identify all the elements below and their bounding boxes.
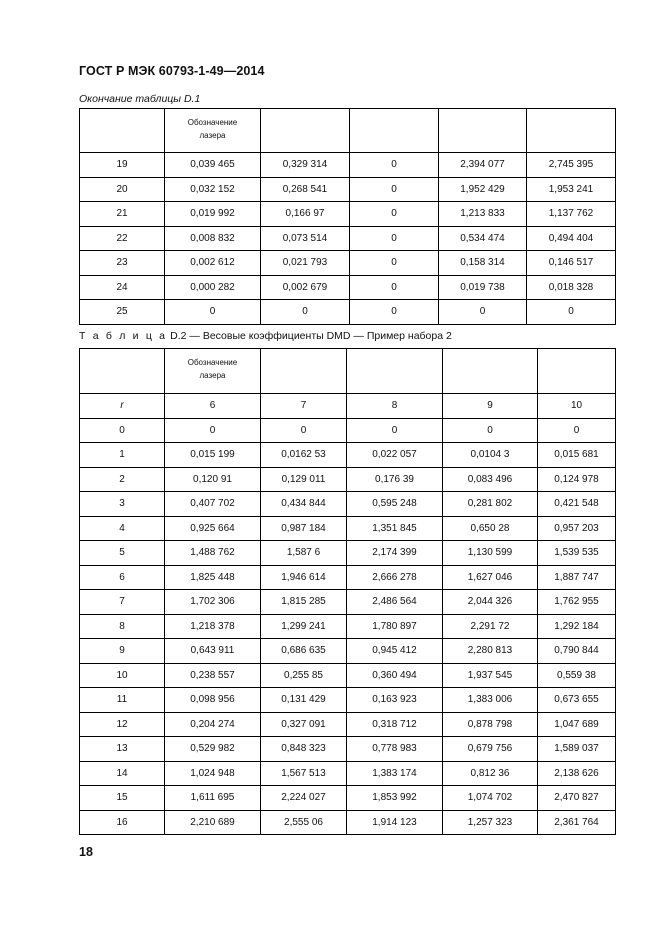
table-cell: 0 [443, 418, 538, 443]
table-cell: 0,268 541 [261, 177, 350, 202]
table-cell: 0,098 956 [165, 688, 261, 713]
table-cell: 0,039 465 [165, 153, 261, 178]
row-index-cell: 6 [80, 565, 165, 590]
table-cell: 0,015 199 [165, 443, 261, 468]
table-cell: 0 [350, 275, 439, 300]
table-row [80, 251, 616, 276]
table-cell: 0,204 274 [165, 712, 261, 737]
table-row [80, 786, 616, 811]
table-cell: 2,210 689 [165, 810, 261, 835]
table-row [80, 688, 616, 713]
table-cell: 0,146 517 [527, 251, 616, 276]
table-cell: 0,318 712 [347, 712, 443, 737]
header-label-line: Обозначение [187, 358, 238, 367]
table-cell: 0,166 97 [261, 202, 350, 227]
table-cell: 1,567 513 [261, 761, 347, 786]
table-row [80, 810, 616, 835]
table-cell: 9 [443, 394, 538, 419]
row-index-cell: 12 [80, 712, 165, 737]
table-cell: 0,329 314 [261, 153, 350, 178]
document-title: ГОСТ Р МЭК 60793-1-49—2014 [79, 64, 265, 78]
table-row [80, 761, 616, 786]
table-cell: 10 [538, 394, 616, 419]
table-row [80, 394, 616, 419]
table-cell: 0,019 992 [165, 202, 261, 227]
table-cell: 0,679 756 [443, 737, 538, 762]
table-row [80, 492, 616, 517]
table-cell: 2,555 06 [261, 810, 347, 835]
table-cell: 1,074 702 [443, 786, 538, 811]
row-index-cell: 19 [80, 153, 165, 178]
table-cell: 0,281 802 [443, 492, 538, 517]
header-cell [439, 109, 527, 153]
laser-designation-header [165, 349, 261, 394]
header-label-line: лазера [199, 371, 226, 380]
table-d1 [79, 108, 616, 325]
row-index-cell: 4 [80, 516, 165, 541]
table-cell: 0,494 404 [527, 226, 616, 251]
table-cell: 2,291 72 [443, 614, 538, 639]
table-cell: 1,587 6 [261, 541, 347, 566]
table-cell: 0,0104 3 [443, 443, 538, 468]
table-row [80, 516, 616, 541]
table-cell: 1,825 448 [165, 565, 261, 590]
table-row [80, 639, 616, 664]
table-cell: 0,407 702 [165, 492, 261, 517]
table-cell: 2,280 813 [443, 639, 538, 664]
table-cell: 0,812 36 [443, 761, 538, 786]
table-row [80, 202, 616, 227]
table-cell: 0,073 514 [261, 226, 350, 251]
table-cell: 1,539 535 [538, 541, 616, 566]
table-d2-caption-text: D.2 — Весовые коэффициенты DMD — Пример набора 2 [170, 330, 452, 342]
row-index-cell: 5 [80, 541, 165, 566]
table-cell: 0 [350, 251, 439, 276]
table-cell: 0,360 494 [347, 663, 443, 688]
table-cell: 0,019 738 [439, 275, 527, 300]
table-cell: 0,002 679 [261, 275, 350, 300]
table-cell: 1,137 762 [527, 202, 616, 227]
header-cell [347, 349, 443, 394]
table-cell: 0,124 978 [538, 467, 616, 492]
table-cell: 0,131 429 [261, 688, 347, 713]
header-label-line: Обозначение [187, 117, 238, 127]
table-cell: 0 [350, 177, 439, 202]
table-cell: 0,559 38 [538, 663, 616, 688]
row-index-cell: 10 [80, 663, 165, 688]
table-row [80, 467, 616, 492]
table-cell: 0 [527, 300, 616, 325]
table-cell: 1,762 955 [538, 590, 616, 615]
row-index-cell: 3 [80, 492, 165, 517]
table-cell: 0,163 923 [347, 688, 443, 713]
table-cell: 0,002 612 [165, 251, 261, 276]
table-row [80, 418, 616, 443]
table-cell: 0,421 548 [538, 492, 616, 517]
table-cell: 1,213 833 [439, 202, 527, 227]
table-cell: 1,130 599 [443, 541, 538, 566]
table-header-row [80, 109, 616, 153]
row-index-cell: 23 [80, 251, 165, 276]
table-cell: 0,595 248 [347, 492, 443, 517]
header-cell [350, 109, 439, 153]
table-row [80, 177, 616, 202]
table-cell: 0,015 681 [538, 443, 616, 468]
table-cell: 0,022 057 [347, 443, 443, 468]
table-cell: 0 [350, 153, 439, 178]
table-cell: 0,878 798 [443, 712, 538, 737]
table-cell: 0 [261, 300, 350, 325]
table-cell: 0,534 474 [439, 226, 527, 251]
table-cell: 0,120 91 [165, 467, 261, 492]
table-cell: 1,946 614 [261, 565, 347, 590]
row-index-cell: 15 [80, 786, 165, 811]
table-cell: 2,470 827 [538, 786, 616, 811]
table-d2 [79, 348, 616, 835]
header-cell [443, 349, 538, 394]
table-cell: 1,627 046 [443, 565, 538, 590]
header-cell [538, 349, 616, 394]
table-d2-caption [79, 330, 452, 342]
table-cell: 8 [347, 394, 443, 419]
row-index-cell: 0 [80, 418, 165, 443]
table-cell: 0,643 911 [165, 639, 261, 664]
table-cell: 0,158 314 [439, 251, 527, 276]
table-cell: 2,745 395 [527, 153, 616, 178]
table-cell: 1,351 845 [347, 516, 443, 541]
table-cell: 2,361 764 [538, 810, 616, 835]
header-cell [261, 109, 350, 153]
table-cell: 2,394 077 [439, 153, 527, 178]
table-cell: 7 [261, 394, 347, 419]
table-cell: 0,008 832 [165, 226, 261, 251]
table-cell: 2,044 326 [443, 590, 538, 615]
table-cell: 0,000 282 [165, 275, 261, 300]
table-cell: 0 [439, 300, 527, 325]
table-cell: 1,914 123 [347, 810, 443, 835]
table-cell: 0,925 664 [165, 516, 261, 541]
table-cell: 1,299 241 [261, 614, 347, 639]
table-cell: 1,952 429 [439, 177, 527, 202]
table-cell: 0 [261, 418, 347, 443]
header-cell [261, 349, 347, 394]
table-row [80, 541, 616, 566]
table-cell: 0,0162 53 [261, 443, 347, 468]
table-row [80, 737, 616, 762]
table-cell: 1,292 184 [538, 614, 616, 639]
table-cell: 1,887 747 [538, 565, 616, 590]
table-cell: 2,138 626 [538, 761, 616, 786]
table-cell: 1,047 689 [538, 712, 616, 737]
table-cell: 1,780 897 [347, 614, 443, 639]
row-index-cell: 13 [80, 737, 165, 762]
table-cell: 1,589 037 [538, 737, 616, 762]
row-index-cell: 20 [80, 177, 165, 202]
row-index-cell: 24 [80, 275, 165, 300]
table-cell: 0 [350, 202, 439, 227]
table-cell: 0 [347, 418, 443, 443]
row-index-cell: 22 [80, 226, 165, 251]
table-row [80, 153, 616, 178]
table-cell: 1,853 992 [347, 786, 443, 811]
table-cell: 0,129 011 [261, 467, 347, 492]
table-cell: 1,488 762 [165, 541, 261, 566]
table-cell: 0,778 983 [347, 737, 443, 762]
table-row [80, 590, 616, 615]
header-cell [80, 109, 165, 153]
row-index-cell: 11 [80, 688, 165, 713]
table-cell: 0,327 091 [261, 712, 347, 737]
row-index-cell: 8 [80, 614, 165, 639]
page-number: 18 [79, 845, 93, 859]
table-cell: 0,238 557 [165, 663, 261, 688]
table-cell: 0,434 844 [261, 492, 347, 517]
table-cell: 2,224 027 [261, 786, 347, 811]
table-cell: 1,257 323 [443, 810, 538, 835]
table-cell: 0 [165, 300, 261, 325]
header-cell [527, 109, 616, 153]
row-index-cell: r [80, 394, 165, 419]
table-cell: 0,650 28 [443, 516, 538, 541]
table-cell: 1,702 306 [165, 590, 261, 615]
table-d2-caption-prefix: Т а б л и ц а [79, 330, 168, 342]
table-cell: 1,953 241 [527, 177, 616, 202]
table-cell: 0,686 635 [261, 639, 347, 664]
table-cell: 0,848 323 [261, 737, 347, 762]
row-index-cell: 16 [80, 810, 165, 835]
row-index-cell: 21 [80, 202, 165, 227]
table-cell: 0,032 152 [165, 177, 261, 202]
table-cell: 2,486 564 [347, 590, 443, 615]
table-row [80, 712, 616, 737]
row-index-cell: 25 [80, 300, 165, 325]
table-cell: 0,021 793 [261, 251, 350, 276]
row-index-cell: 9 [80, 639, 165, 664]
table-row [80, 565, 616, 590]
table-cell: 0,176 39 [347, 467, 443, 492]
table-cell: 1,024 948 [165, 761, 261, 786]
table-cell: 0,673 655 [538, 688, 616, 713]
table-row [80, 443, 616, 468]
table-d1-caption: Окончание таблицы D.1 [79, 93, 201, 105]
table-header-row [80, 349, 616, 394]
table-cell: 0,083 496 [443, 467, 538, 492]
row-index-cell: 2 [80, 467, 165, 492]
table-cell: 0,790 844 [538, 639, 616, 664]
table-cell: 0,018 328 [527, 275, 616, 300]
table-cell: 1,815 285 [261, 590, 347, 615]
table-row [80, 614, 616, 639]
table-cell: 0 [350, 300, 439, 325]
table-cell: 0,957 203 [538, 516, 616, 541]
table-cell: 2,666 278 [347, 565, 443, 590]
table-row [80, 226, 616, 251]
table-cell: 0 [538, 418, 616, 443]
table-cell: 1,383 174 [347, 761, 443, 786]
row-index-cell: 1 [80, 443, 165, 468]
table-cell: 6 [165, 394, 261, 419]
table-cell: 2,174 399 [347, 541, 443, 566]
header-label-line: лазера [199, 130, 226, 140]
table-cell: 0,529 982 [165, 737, 261, 762]
table-cell: 0,945 412 [347, 639, 443, 664]
table-cell: 0 [350, 226, 439, 251]
table-cell: 0,255 85 [261, 663, 347, 688]
header-cell [80, 349, 165, 394]
table-row [80, 663, 616, 688]
table-row [80, 275, 616, 300]
table-cell: 0,987 184 [261, 516, 347, 541]
table-cell: 0 [165, 418, 261, 443]
table-cell: 1,937 545 [443, 663, 538, 688]
row-index-cell: 14 [80, 761, 165, 786]
table-cell: 1,383 006 [443, 688, 538, 713]
row-index-cell: 7 [80, 590, 165, 615]
table-cell: 1,218 378 [165, 614, 261, 639]
table-cell: 1,611 695 [165, 786, 261, 811]
table-row [80, 300, 616, 325]
laser-designation-header [165, 109, 261, 153]
